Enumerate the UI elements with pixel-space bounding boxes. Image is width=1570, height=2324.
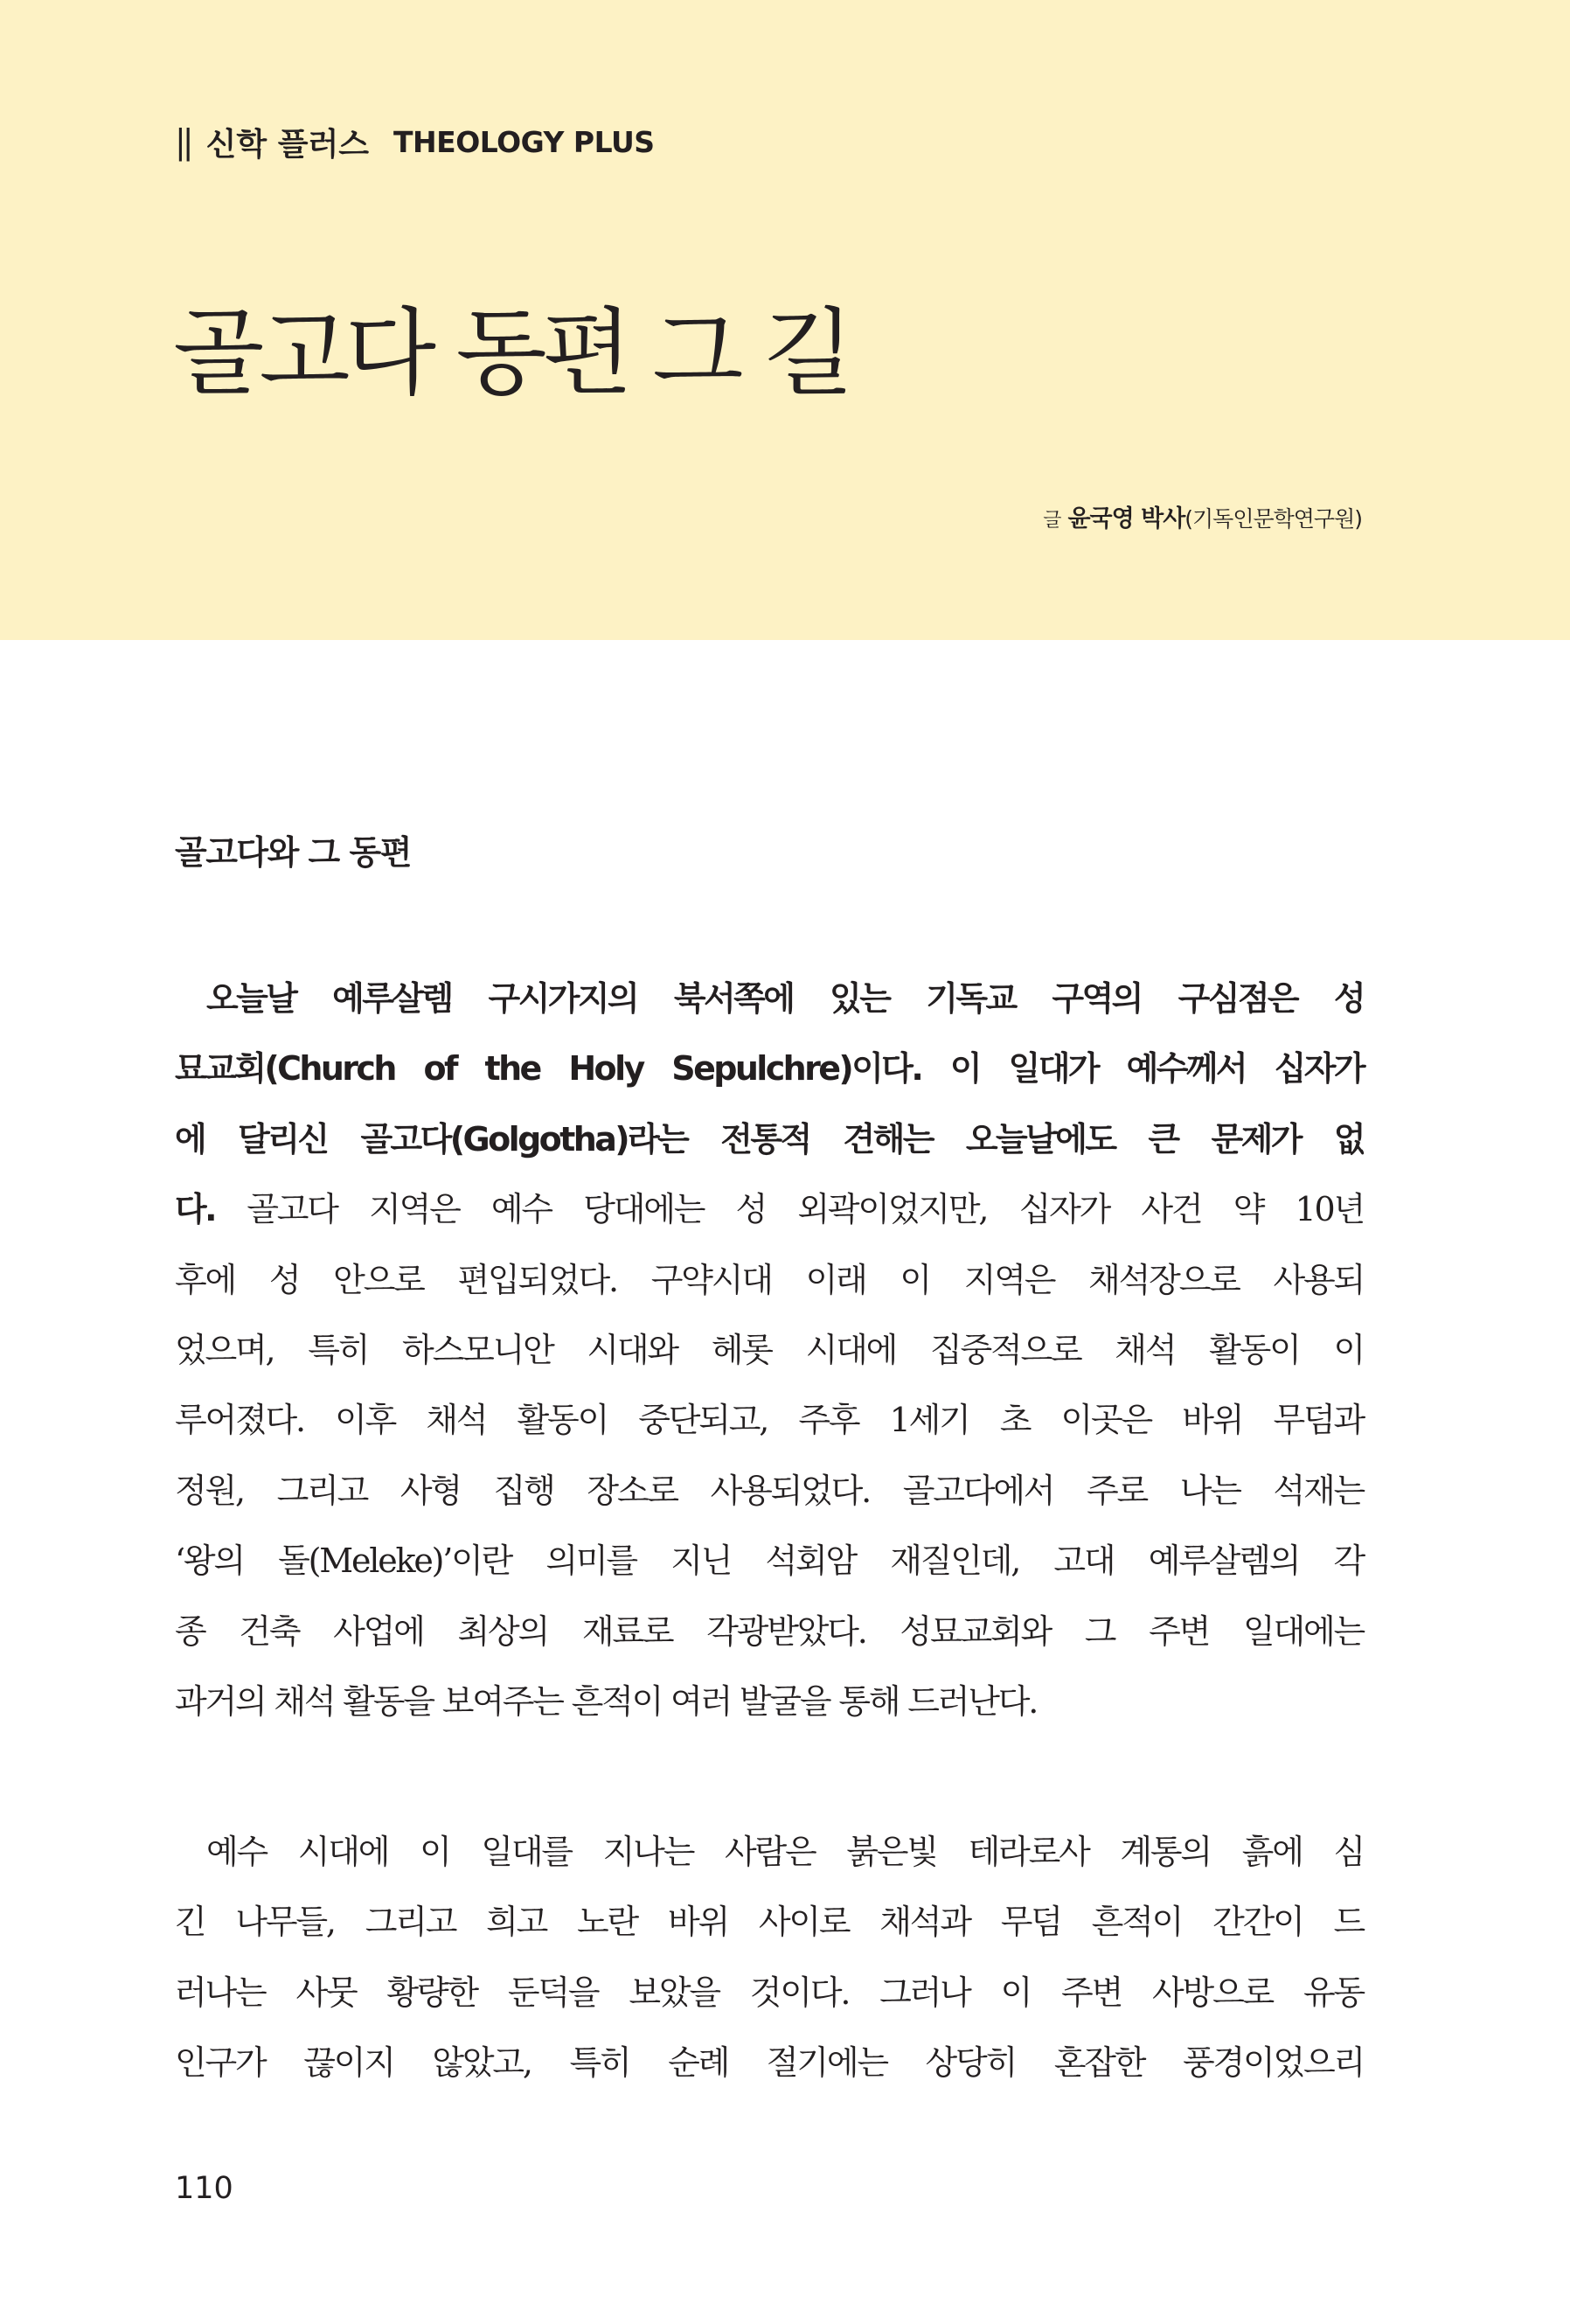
article-title: 골고다 동편 그 길 bbox=[173, 299, 850, 408]
plain-text: ‘왕의 돌(Meleke)’이란 의미를 지닌 석회암 재질인데, 고대 예루살렘의 각 bbox=[175, 1541, 1364, 1581]
paragraph-1 bbox=[175, 964, 1364, 1736]
page-number: 110 bbox=[175, 2171, 233, 2206]
byline-affiliation: (기독인문학연구원) bbox=[1184, 506, 1362, 532]
section-name-korean: 신학 플러스 bbox=[205, 126, 370, 163]
bold-text: 에 달리신 골고다(Golgotha)라는 전통적 견해는 오늘날에도 큰 문제가 없 bbox=[175, 1119, 1364, 1159]
section-name-english: THEOLOGY PLUS bbox=[393, 124, 655, 159]
paragraph-line bbox=[175, 1666, 1364, 1736]
paragraph-line bbox=[175, 964, 1364, 1033]
byline-label: 글 bbox=[1043, 510, 1061, 532]
paragraph-line bbox=[175, 1456, 1364, 1526]
paragraph-line bbox=[175, 1385, 1364, 1455]
plain-text: 었으며, 특히 하스모니안 시대와 헤롯 시대에 집중적으로 채석 활동이 이 bbox=[175, 1330, 1364, 1369]
paragraph-line: 러나는 사뭇 황량한 둔덕을 보았을 것이다. 그러나 이 주변 사방으로 유동 bbox=[175, 1973, 1364, 2012]
paragraph-2 bbox=[175, 1817, 1364, 2098]
plain-text: 과거의 채석 활동을 보여주는 흔적이 여러 발굴을 통해 드러난다. bbox=[175, 1681, 1038, 1721]
paragraph-line bbox=[175, 1597, 1364, 1666]
section-subheading: 골고다와 그 동편 bbox=[175, 833, 411, 872]
plain-text: 정원, 그리고 사형 집행 장소로 사용되었다. 골고다에서 주로 나는 석재는 bbox=[175, 1471, 1364, 1510]
plain-text: 루어졌다. 이후 채석 활동이 중단되고, 주후 1세기 초 이곳은 바위 무덤과 bbox=[175, 1401, 1364, 1440]
paragraph-line bbox=[175, 1315, 1364, 1385]
plain-text: 종 건축 사업에 최상의 재료로 각광받았다. 성묘교회와 그 주변 일대에는 bbox=[175, 1611, 1364, 1651]
bold-text: 묘교회(Church of the Holy Sepulchre)이다. 이 일대가 예수께서 십자가 bbox=[175, 1049, 1364, 1089]
paragraph-line bbox=[175, 1526, 1364, 1596]
byline-author: 윤국영 박사 bbox=[1067, 505, 1185, 532]
plain-text: 골고다 지역은 예수 당대에는 성 외곽이었지만, 십자가 사건 약 10년 bbox=[214, 1190, 1364, 1229]
byline bbox=[1043, 502, 1362, 537]
bold-text: 다. bbox=[175, 1190, 215, 1229]
paragraph-line bbox=[175, 1033, 1364, 1103]
paragraph-line: 예수 시대에 이 일대를 지나는 사람은 붉은빛 테라로사 계통의 흙에 심 bbox=[206, 1833, 1364, 1871]
bold-text: 오늘날 예루살렘 구시가지의 북서쪽에 있는 기독교 구역의 구심점은 성 bbox=[206, 979, 1364, 1018]
section-tag bbox=[175, 122, 655, 161]
plain-text: 후에 성 안으로 편입되었다. 구약시대 이래 이 지역은 채석장으로 사용되 bbox=[175, 1260, 1364, 1299]
paragraph-line bbox=[175, 1174, 1364, 1244]
paragraph-line bbox=[175, 1245, 1364, 1315]
section-bars: || bbox=[175, 122, 191, 161]
paragraph-line: 인구가 끊이지 않았고, 특히 순례 절기에는 상당히 혼잡한 풍경이었으리 bbox=[175, 2043, 1364, 2083]
paragraph-line bbox=[175, 1104, 1364, 1174]
paragraph-line: 긴 나무들, 그리고 희고 노란 바위 사이로 채석과 무덤 흔적이 간간이 드 bbox=[175, 1903, 1364, 1942]
